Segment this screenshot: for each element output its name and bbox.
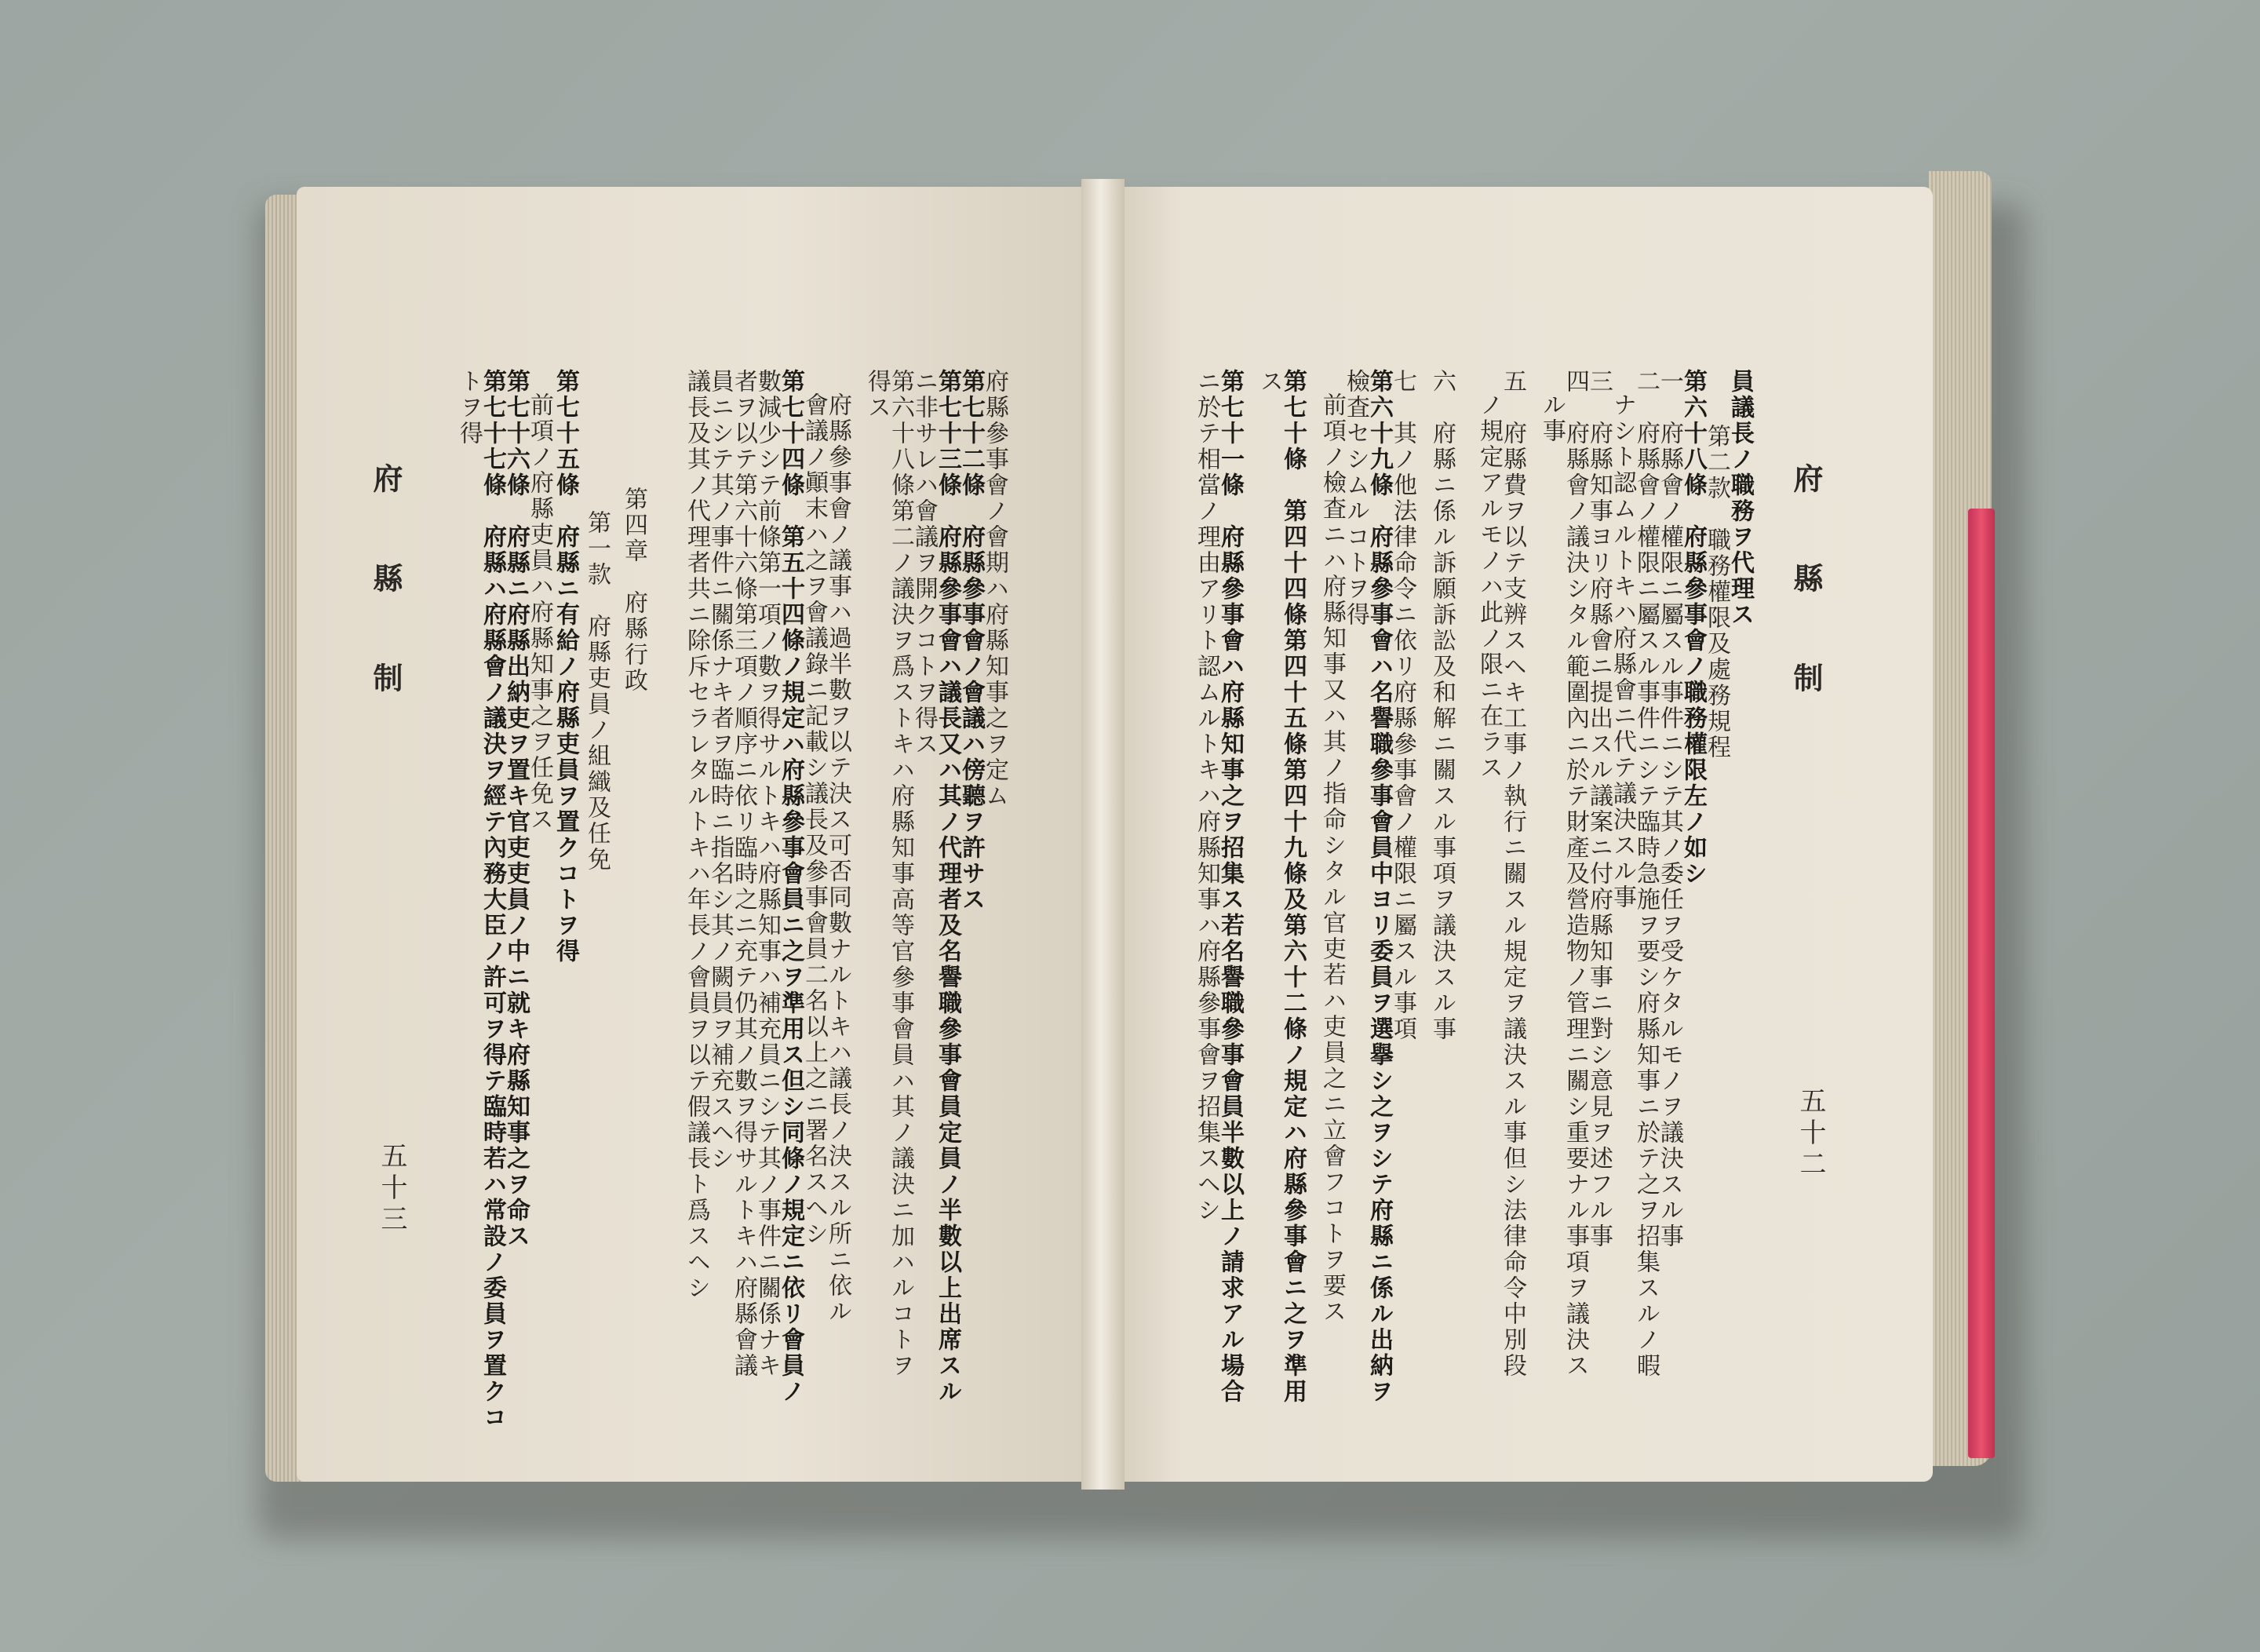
left-col-7: 府縣參事會ノ議事ハ過半數ヲ以テ決ス可否同數ナルトキハ議長ノ決スル所ニ依ル [824,392,851,1325]
left-col-13: 議長及其ノ代理者共ニ除斥セラレタルトキハ年長ノ會員ヲ以テ假議長ト爲スヘシ [683,369,710,1301]
right-item-4: 四 府縣會ノ議決シタル範圍內ニ於テ財產及營造物ノ管理ニ關シ重要ナル事項ヲ議決ス [1562,369,1589,1379]
right-item-5-cont: ノ規定アルモノハ此ノ限ニ在ラス [1475,392,1503,781]
right-running-head: 府 縣 制 [1788,463,1824,709]
right-col-15: 檢査セシムルコトヲ得 [1342,369,1369,628]
left-col-12: 員ニシテ其ノ事件ニ關係ナキ者ヲ臨時ニ指名シ其ノ闕員ヲ補充スヘシ [706,369,734,1172]
left-col-3: 第七十三條 府縣參事會ハ議長又ハ其ノ代理者及名譽職參事會員定員ノ半數以上出席スル [934,369,961,1405]
left-col-2: 第七十二條 府縣參事會ノ會議ハ傍聽ヲ許サス [957,369,985,913]
right-page-number: 五十二 [1795,1087,1826,1181]
left-section-heading: 第一款 府縣吏員ノ組織及任免 [583,510,611,873]
left-col-11: 者ヲ以テ第六十六條第三項ノ順序ニ依リ臨時之ニ充テ仍其ノ數ヲ得サルトキハ府縣會議 [730,369,757,1379]
right-item-4-cont: ル事 [1538,392,1566,444]
right-col-19: 第七十一條 府縣參事會ハ府縣知事之ヲ招集ス若名譽職參事會員半數以上ノ請求アル場合 [1216,369,1244,1405]
left-col-20: トヲ得 [455,369,483,447]
right-item-3: 三 府縣知事ヨリ府縣會ニ提出スル議案ニ付府縣知事ニ對シ意見ヲ述フル事 [1585,369,1613,1249]
right-col-3: 第六十八條 府縣參事會ノ職務權限左ノ如シ [1679,369,1707,887]
red-bookmark-ribbon [1968,509,1995,1458]
left-col-9: 第七十四條 第五十四條ノ規定ハ府縣參事會員ニ之ヲ準用ス但シ同條ノ規定ニ依リ會員ノ [777,369,804,1405]
left-col-19: 第七十七條 府縣ハ府縣會ノ議決ヲ經テ內務大臣ノ許可ヲ得テ臨時若ハ常設ノ委員ヲ置クコ [479,369,506,1431]
left-running-head: 府 縣 制 [368,463,403,709]
left-page-number: 五十三 [376,1142,407,1236]
left-chapter-heading: 第四章 府縣行政 [620,487,647,694]
left-col-17: 前項ノ府縣吏員ハ府縣知事之ヲ任免ス [526,392,553,833]
right-col-17: 第七十條 第四十四條第四十五條第四十九條及第六十二條ノ規定ハ府縣參事會ニ之ヲ準用 [1279,369,1307,1405]
book-gutter [1081,179,1125,1490]
right-section-heading: 第二款 職務權限及處務規程 [1703,424,1730,760]
right-col-20: ニ於テ相當ノ理由アリト認ムルトキハ府縣知事ハ府縣參事會ヲ招集スヘシ [1193,369,1220,1224]
left-col-6: 得ス [863,369,891,421]
right-col-18: ス [1256,369,1283,395]
left-col-10: 數減少シテ前條第一項ノ數ヲ得サルトキハ府縣知事ハ補充員ニシテ其ノ事件ニ關係ナキ [753,369,781,1379]
left-col-16: 第七十五條 府縣ニ有給ノ府縣吏員ヲ置クコトヲ得 [552,369,579,965]
right-item-2-cont: ナシト認ムルトキハ府縣會ニ代テ議決スル事 [1609,392,1636,910]
left-col-8: 會議ノ顚末ハ之ヲ會議錄ニ記載シ議長及參事會員二名以上之ニ署名スヘシ [800,392,828,1247]
left-col-4: ニ非サレハ會議ヲ開クコトヲ得ス [910,369,938,757]
right-item-6: 六 府縣ニ係ル訴願訴訟及和解ニ關スル事項ヲ議決スル事 [1428,369,1456,1042]
right-item-7: 七 其ノ他法律命令ニ依リ府縣參事會ノ權限ニ屬スル事項 [1389,369,1416,1042]
left-col-5: 第六十八條第二ノ議決ヲ爲ストキハ府縣知事高等官參事會員ハ其ノ議決ニ加ハルコトヲ [887,369,914,1379]
right-item-5: 五 府縣費ヲ以テ支辨スヘキ工事ノ執行ニ關スル規定ヲ議決スル事但シ法律命令中別段 [1499,369,1526,1379]
right-item-1: 一 府縣會ノ權限ニ屬スル事件ニシテ其ノ委任ヲ受ケタルモノヲ議決スル事 [1656,369,1683,1249]
right-col-1: 員議長ノ職務ヲ代理ス [1726,369,1754,628]
left-col-18: 第七十六條 府縣ニ府縣出納吏ヲ置キ官吏吏員ノ中ニ就キ府縣知事之ヲ命ス [502,369,530,1249]
right-col-14: 第六十九條 府縣參事會ハ名譽職參事會員中ヨリ委員ヲ選擧シ之ヲシテ府縣ニ係ル出納ヲ [1365,369,1393,1405]
right-item-2: 二 府縣會ノ權限ニ屬スル事件ニシテ臨時急施ヲ要シ府縣知事ニ於テ之ヲ招集スルノ暇 [1632,369,1660,1379]
left-col-1: 府縣參事會ノ會期ハ府縣知事之ヲ定ム [981,369,1008,809]
right-col-16: 前項ノ檢査ニハ府縣知事又ハ其ノ指命シタル官吏若ハ吏員之ニ立會フコトヲ要ス [1318,392,1346,1325]
